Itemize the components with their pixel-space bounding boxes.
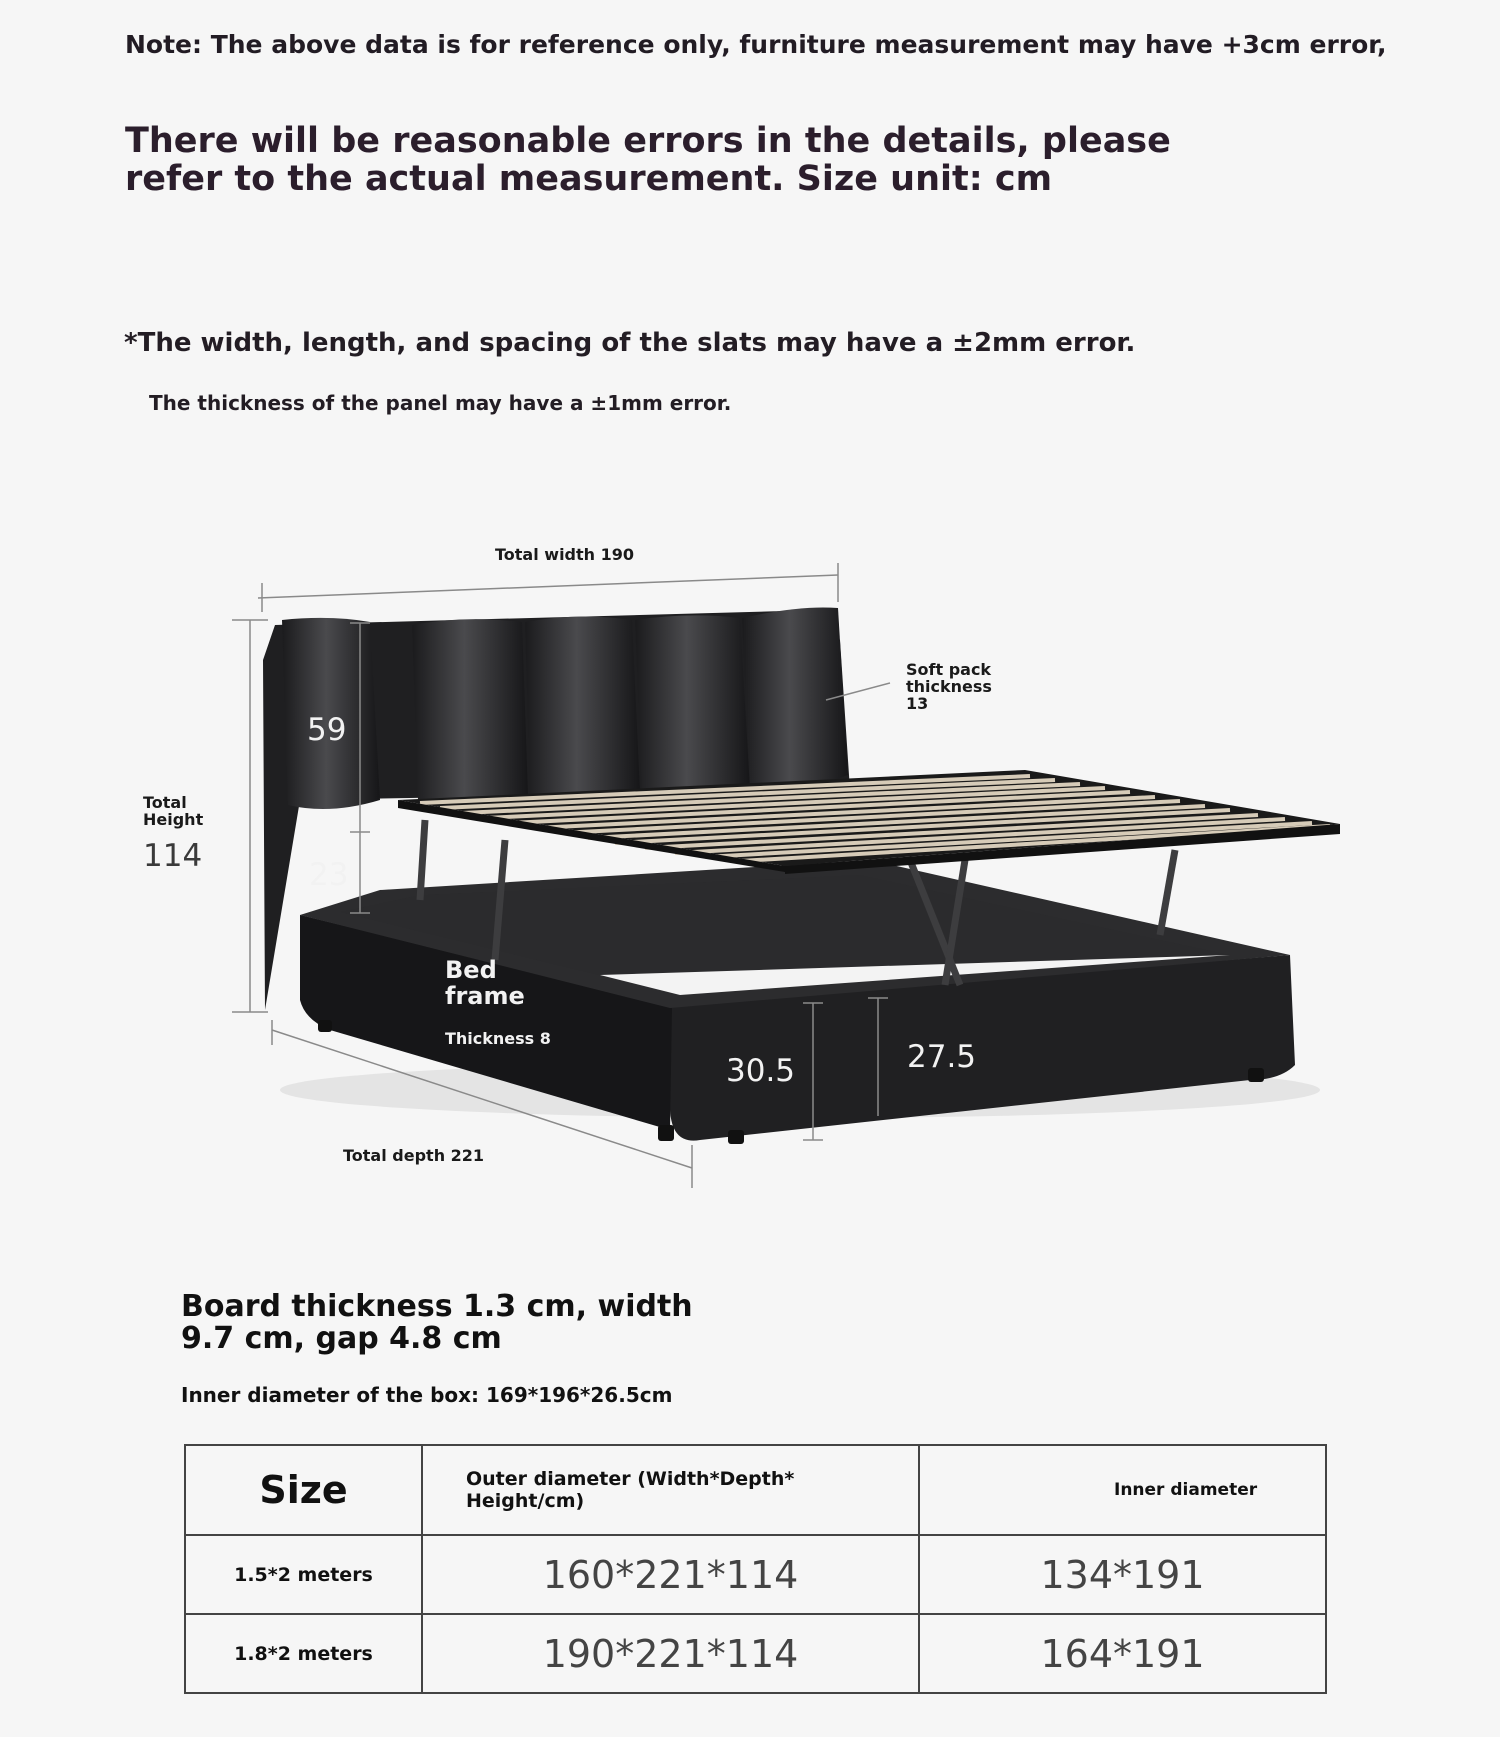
row-outer: 190*221*114 [422, 1614, 919, 1693]
board-spec: Board thickness 1.3 cm, width 9.7 cm, gap 4.8 cm [181, 1289, 693, 1356]
cushion-2 [412, 619, 528, 804]
total-height-label: Total Height [143, 793, 204, 829]
slat-error-note: *The width, length, and spacing of the slats may have a ±2mm error. [124, 328, 1136, 358]
soft-pack-label: Soft pack thickness 13 [906, 660, 992, 713]
outer-side-height: 30.5 [726, 1053, 796, 1089]
table-header-row [185, 1445, 1326, 1535]
header-size: Size [185, 1445, 422, 1535]
inner-side-height: 27.5 [907, 1039, 977, 1075]
row-size: 1.5*2 meters [185, 1535, 422, 1614]
thickness-label: Thickness 8 [445, 1029, 551, 1048]
table-row [185, 1535, 1326, 1614]
headboard-upper-height: 59 [307, 712, 347, 748]
bed-frame-label: Bed frame [445, 956, 525, 1010]
size-table [184, 1444, 1327, 1694]
total-depth-label: Total depth 221 [343, 1146, 485, 1165]
row-inner: 134*191 [919, 1535, 1326, 1614]
cushion-3 [525, 616, 640, 800]
cushion-4 [635, 615, 750, 797]
panel-error-note: The thickness of the panel may have a ±1mm error. [149, 391, 732, 415]
box-inner-diameter: Inner diameter of the box: 169*196*26.5cm [181, 1383, 673, 1407]
row-outer: 160*221*114 [422, 1535, 919, 1614]
total-height-value: 114 [143, 838, 203, 874]
reference-note: Note: The above data is for reference only, furniture measurement may have +3cm error, [125, 30, 1387, 59]
header-inner-diameter: Inner diameter [919, 1445, 1326, 1535]
headline-note: There will be reasonable errors in the details, please refer to the actual measurement. Size unit: cm [125, 121, 1171, 199]
total-width-label: Total width 190 [495, 545, 635, 564]
headboard-lower-height: 23 [309, 857, 349, 893]
table-row [185, 1614, 1326, 1693]
header-outer-diameter: Outer diameter (Width*Depth* Height/cm) [422, 1445, 919, 1535]
row-inner: 164*191 [919, 1614, 1326, 1693]
row-size: 1.8*2 meters [185, 1614, 422, 1693]
headboard-cushions [282, 607, 848, 809]
